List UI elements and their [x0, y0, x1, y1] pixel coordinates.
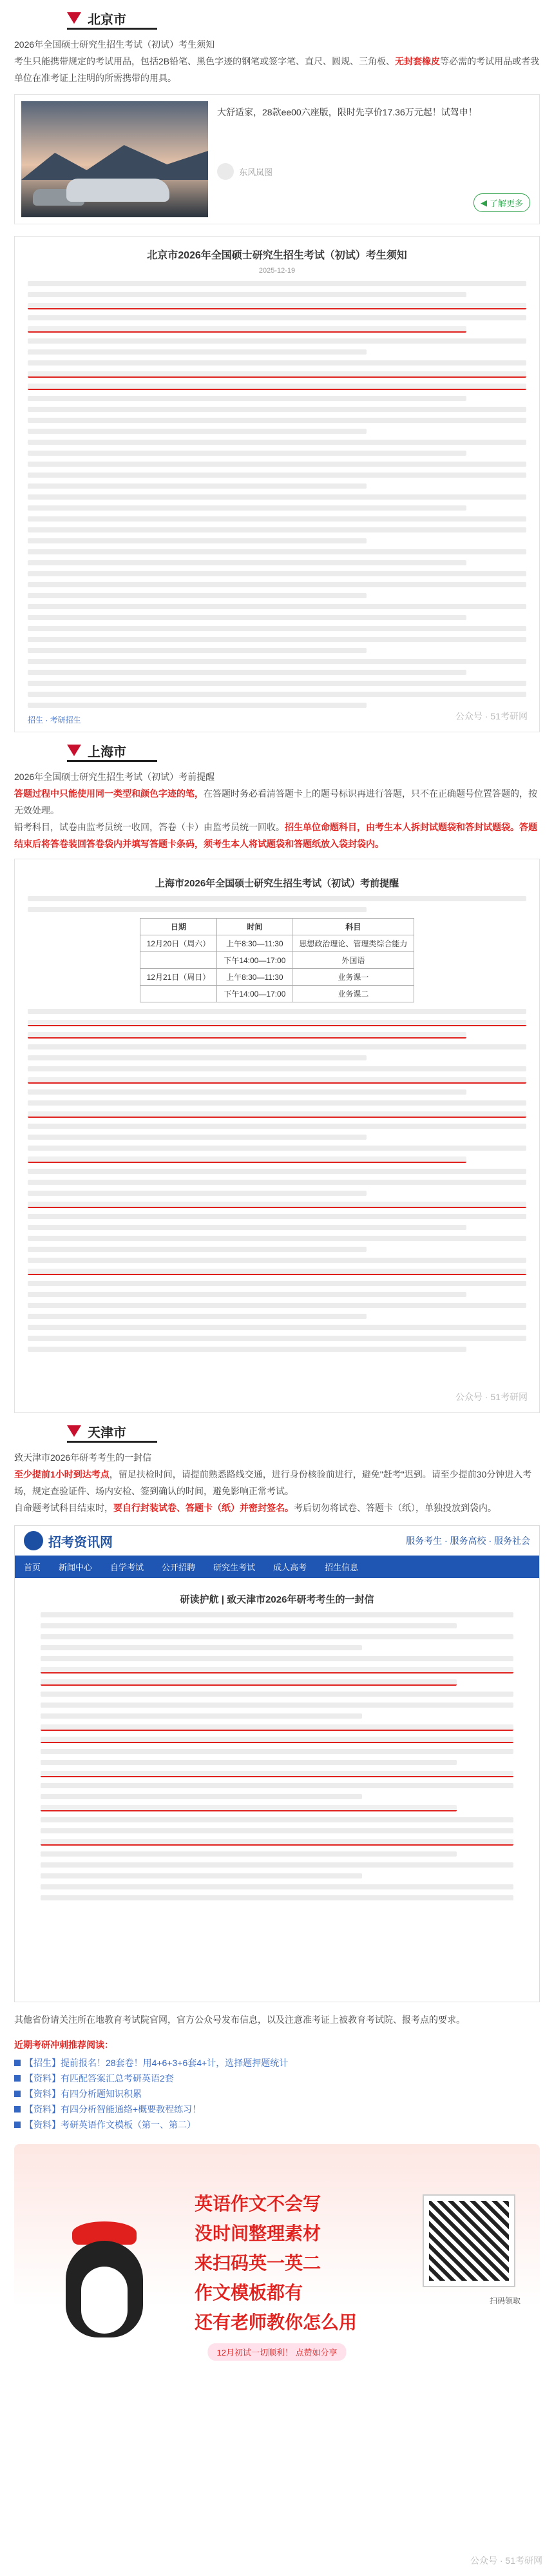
text-line [41, 1713, 362, 1719]
table-cell [140, 986, 217, 1002]
table-cell: 12月20日（周六） [140, 935, 217, 952]
text-line [28, 896, 526, 901]
logo-icon [24, 1531, 43, 1550]
text-line [28, 907, 367, 912]
site-header [15, 1526, 539, 1556]
underlined-line [28, 371, 526, 378]
link-text: 【资料】有四分析智能通络+概要教程练习！ [24, 2104, 202, 2114]
text-line [41, 1884, 513, 1889]
text-line [28, 315, 526, 320]
text-line [28, 1325, 526, 1330]
text-line [41, 1760, 457, 1765]
mountain-shape [21, 141, 208, 180]
text-line [41, 1645, 362, 1650]
text-line [41, 1828, 513, 1833]
text-line [28, 538, 367, 543]
text-line [28, 1236, 526, 1241]
text-line [28, 418, 526, 423]
table-row [140, 986, 414, 1002]
ad-source-name: 东风岚图 [239, 167, 273, 177]
ad-source [217, 163, 533, 180]
intro-text [14, 53, 540, 86]
text-line [28, 560, 466, 565]
text-line [28, 1247, 367, 1252]
text-line [28, 604, 526, 609]
bullet-icon [14, 2122, 21, 2128]
text-line [41, 1692, 513, 1697]
underlined-line [41, 1667, 513, 1673]
text-line [28, 505, 466, 511]
underlined-line [41, 1839, 513, 1846]
underlined-line [28, 1156, 466, 1163]
promo-slogan [195, 2189, 357, 2337]
slogan-line: 没时间整理素材 [195, 2223, 321, 2243]
link-item[interactable] [14, 2055, 540, 2071]
text-line [28, 281, 526, 286]
doc-tags[interactable]: 招生 · 考研招生 [28, 716, 81, 725]
text-line [28, 615, 466, 620]
site-logo-text: 招考资讯网 [48, 1535, 113, 1550]
text-line [28, 1135, 367, 1140]
section-header-tianjin [14, 1413, 540, 1449]
text-line [28, 582, 526, 587]
text-line [28, 1225, 466, 1230]
section-underline [67, 28, 157, 30]
car-shape [66, 179, 169, 202]
section-underline [67, 760, 157, 762]
text-line [28, 1180, 526, 1185]
underlined-line [28, 1111, 526, 1118]
link-item[interactable] [14, 2102, 540, 2117]
text-line [28, 483, 367, 489]
underlined-line [28, 1020, 526, 1026]
text-line [41, 1783, 513, 1788]
qr-note: 扫码领取 [489, 2296, 521, 2305]
text-line [28, 670, 466, 675]
notice-screenshot [14, 859, 540, 1413]
link-text: 【招生】提前报名！28套卷！用4+6+3+6套4+计，选择题押题统计 [24, 2058, 289, 2068]
text-line [28, 1066, 526, 1071]
exam-schedule-table [140, 918, 415, 1002]
ad-text: 大舒适家，28款ee00六座版，限时先享价17.36万元起！试驾申！ [217, 107, 477, 117]
highlight-text: 答题过程中只能使用同一类型和颜色字迹的笔， [14, 788, 204, 799]
table-row [140, 935, 414, 952]
text-line [41, 1851, 457, 1857]
nav-item[interactable]: 自学考试 [110, 1563, 144, 1572]
text-line [28, 1009, 526, 1014]
ad-image [21, 101, 208, 217]
link-item[interactable] [14, 2086, 540, 2102]
text-line [41, 1817, 513, 1822]
brand-logo-icon [217, 163, 234, 180]
notice-screenshot [14, 236, 540, 732]
triangle-icon [67, 12, 81, 24]
link-text: 【资料】有匹配答案汇总考研英语2套 [24, 2073, 174, 2083]
slogan-line: 英语作文不会写 [195, 2194, 321, 2214]
text-line [28, 527, 526, 532]
section-title: 天津市 [88, 1425, 126, 1440]
underlined-line [28, 1032, 466, 1039]
table-cell: 业务课一 [292, 969, 414, 986]
table-cell: 思想政治理论、管理类综合能力 [292, 935, 414, 952]
text-line [28, 1044, 526, 1049]
text-line [28, 338, 526, 344]
intro-text [14, 1499, 540, 1516]
text-line [28, 681, 526, 686]
underlined-line [41, 1805, 457, 1811]
text-line [28, 473, 526, 478]
nav-item[interactable]: 招生信息 [325, 1563, 359, 1572]
table-cell: 下午14:00—17:00 [217, 986, 292, 1002]
text-line [28, 462, 526, 467]
text-line [28, 292, 466, 297]
link-item[interactable] [14, 2117, 540, 2132]
text-part: 等必需的考试用品或者我单位在准考证上注明的所需携带的用具。 [14, 56, 540, 83]
text-line [28, 396, 466, 401]
site-article [15, 1578, 539, 1917]
text-line [28, 429, 367, 434]
text-part: 铅考科目，试卷由监考员统一收回，答卷（卡）由监考员统一回收。 [14, 822, 285, 832]
text-line [28, 1191, 367, 1196]
text-part: 在答题时务必看清答题卡上的题号标识再进行答题，只不在正确题号位置答题的，按无效处理。 [14, 788, 537, 815]
text-line [28, 516, 526, 522]
underlined-line [41, 1771, 513, 1777]
qr-code-icon[interactable] [424, 2196, 514, 2286]
text-line [28, 1214, 526, 1219]
text-line [28, 1124, 526, 1129]
text-line [28, 703, 367, 708]
highlight-text: 至少提前1小时到达考点 [14, 1469, 110, 1479]
watermark: 公众号 · 51考研网 [470, 2555, 542, 2566]
text-line [28, 593, 367, 598]
text-part: 自命题考试科目结束时， [14, 1503, 113, 1513]
table-header: 日期 [140, 919, 217, 935]
intro-text [14, 819, 540, 852]
links-heading: 近期考研冲刺推荐阅读： [14, 2040, 113, 2050]
text-line [28, 349, 367, 355]
text-line [41, 1895, 513, 1900]
text-line [28, 692, 526, 697]
highlight-text: 招生单位命题科目，由考生本人拆封试题袋和答封试题袋。答题结束后将答卷装回答卷袋内并填写答题卡条码， [14, 822, 537, 849]
text-line [28, 1055, 367, 1060]
intro-text [14, 1466, 540, 1499]
text-line [28, 1146, 526, 1151]
text-line [41, 1623, 457, 1628]
text-line [28, 1347, 466, 1352]
text-line [28, 637, 526, 642]
highlight-text: 要自行封装试卷、答题卡（纸）并密封签名。 [113, 1503, 294, 1513]
underlined-line [28, 1269, 526, 1275]
table-cell: 外国语 [292, 952, 414, 969]
intro-title: 2026年全国硕士研究生招生考试（初试）考前提醒 [14, 772, 215, 782]
bullet-icon [14, 2091, 21, 2097]
triangle-icon [67, 1425, 81, 1437]
bullet-icon [14, 2106, 21, 2113]
text-line [28, 1089, 466, 1095]
underlined-line [28, 303, 526, 309]
triangle-icon [67, 745, 81, 756]
nav-item[interactable]: 成人高考 [273, 1563, 307, 1572]
underlined-line [41, 1724, 513, 1731]
text-line [28, 407, 526, 412]
text-line [28, 1258, 526, 1263]
link-text: 【资料】考研英语作文模板（第一、第二） [24, 2120, 196, 2130]
text-line [41, 1656, 513, 1661]
text-line [41, 1703, 513, 1708]
text-line [28, 1336, 526, 1341]
highlight-text: 须考生本人将试题袋和答题纸放入袋封袋内。 [204, 839, 384, 849]
text-line [28, 659, 526, 664]
penguin-mascot-icon [53, 2215, 156, 2344]
text-part: 考生只能携带规定的考试用品，包括2B铅笔、黑色字迹的钢笔或签字笔、直尺、圆规、三角板、 [14, 56, 396, 66]
text-line [41, 1634, 513, 1639]
table-cell: 下午14:00—17:00 [217, 952, 292, 969]
text-line [28, 1314, 367, 1319]
recommended-links [14, 2038, 540, 2132]
table-cell: 业务课二 [292, 986, 414, 1002]
table-header: 科目 [292, 919, 414, 935]
doc-title: 研读护航 | 致天津市2026年研考考生的一封信 [180, 1594, 374, 1605]
section-title: 北京市 [88, 12, 126, 27]
underlined-line [41, 1737, 513, 1743]
nav-item[interactable]: 公开招聘 [162, 1563, 196, 1572]
section-title: 上海市 [88, 745, 126, 759]
text-part: 考后切勿将试卷、答题卡（纸），单独投放到袋内。 [294, 1503, 497, 1513]
section-header-beijing [14, 0, 540, 36]
section-header-shanghai [14, 732, 540, 768]
underlined-line [28, 326, 466, 333]
text-line [28, 1100, 526, 1106]
closing-text: 其他省份请关注所在地教育考试院官网，官方公众号发布信息，以及注意准考证上被教育考试院、报考点的要求。 [14, 2015, 465, 2025]
text-line [28, 626, 526, 631]
site-slogan: 服务考生 · 服务高校 · 服务社会 [406, 1536, 530, 1546]
nav-item[interactable]: 新闻中心 [59, 1563, 93, 1572]
table-cell: 上午8:30—11:30 [217, 969, 292, 986]
text-line [28, 1292, 466, 1297]
belly-shape [81, 2267, 128, 2334]
section-underline [67, 1441, 157, 1443]
arrow-icon: ◀ [480, 197, 487, 208]
slogan-line: 来扫码英一英二 [195, 2253, 321, 2273]
promo-banner[interactable] [14, 2144, 540, 2376]
link-text: 【资料】有四分析题知识积累 [24, 2089, 142, 2099]
underlined-line [41, 1679, 457, 1686]
watermark: 公众号 · 51考研网 [455, 711, 528, 721]
doc-title: 北京市2026年全国硕士研究生招生考试（初试）考生须知 [147, 250, 407, 261]
slogan-line: 还有老师教你怎么用 [195, 2312, 358, 2332]
text-line [41, 1862, 513, 1868]
slogan-line: 作文模板都有 [195, 2283, 303, 2303]
table-cell: 12月21日（周日） [140, 969, 217, 986]
table-cell [140, 952, 217, 969]
intro-title: 致天津市2026年研考考生的一封信 [14, 1452, 152, 1463]
text-part: ，留足扶检时间，请提前熟悉路线交通，进行身份核验前进行，避免"赶考"迟到。请至少提前30分钟进入考场，规定查验证件、场内安检、签到确认的时间，避免影响正常考试。 [14, 1469, 532, 1496]
text-line [28, 360, 526, 366]
underlined-line [28, 1077, 526, 1084]
text-line [28, 1281, 526, 1286]
bullet-icon [14, 2060, 21, 2066]
table-header-row [140, 919, 414, 935]
text-line [41, 1749, 513, 1754]
text-line [41, 1794, 362, 1799]
site-nav [15, 1556, 539, 1578]
underlined-line [28, 384, 526, 390]
learn-more-label: 了解更多 [489, 199, 523, 208]
nav-item[interactable]: 研究生考试 [213, 1563, 256, 1572]
text-line [41, 1612, 513, 1617]
learn-more-button[interactable] [473, 193, 530, 212]
text-line [28, 549, 526, 554]
table-row [140, 969, 414, 986]
text-line [28, 571, 526, 576]
watermark: 公众号 · 51考研网 [455, 1392, 528, 1402]
table-row [140, 952, 414, 969]
highlight-text: 无封套橡皮 [395, 56, 441, 66]
site-logo [24, 1531, 113, 1550]
like-share-button[interactable]: 12月初试一切顺利！ 点赞如分享 [207, 2343, 346, 2361]
intro-title: 2026年全国硕士研究生招生考试（初试）考生须知 [14, 39, 215, 50]
text-line [41, 1873, 362, 1878]
ad-card[interactable] [14, 94, 540, 224]
bullet-icon [14, 2075, 21, 2082]
text-line [28, 1303, 526, 1308]
ad-body [217, 101, 533, 217]
doc-date: 2025-12-19 [258, 267, 296, 275]
nav-item[interactable]: 首页 [24, 1563, 41, 1572]
table-header: 时间 [217, 919, 292, 935]
doc-title: 上海市2026年全国硕士研究生招生考试（初试）考前提醒 [155, 878, 399, 889]
intro-text [14, 785, 540, 819]
underlined-line [28, 1202, 526, 1208]
text-line [28, 440, 526, 445]
text-line [28, 648, 367, 653]
text-line [28, 451, 466, 456]
table-cell: 上午8:30—11:30 [217, 935, 292, 952]
text-line [28, 494, 526, 500]
text-line [28, 1169, 526, 1174]
link-item[interactable] [14, 2071, 540, 2086]
